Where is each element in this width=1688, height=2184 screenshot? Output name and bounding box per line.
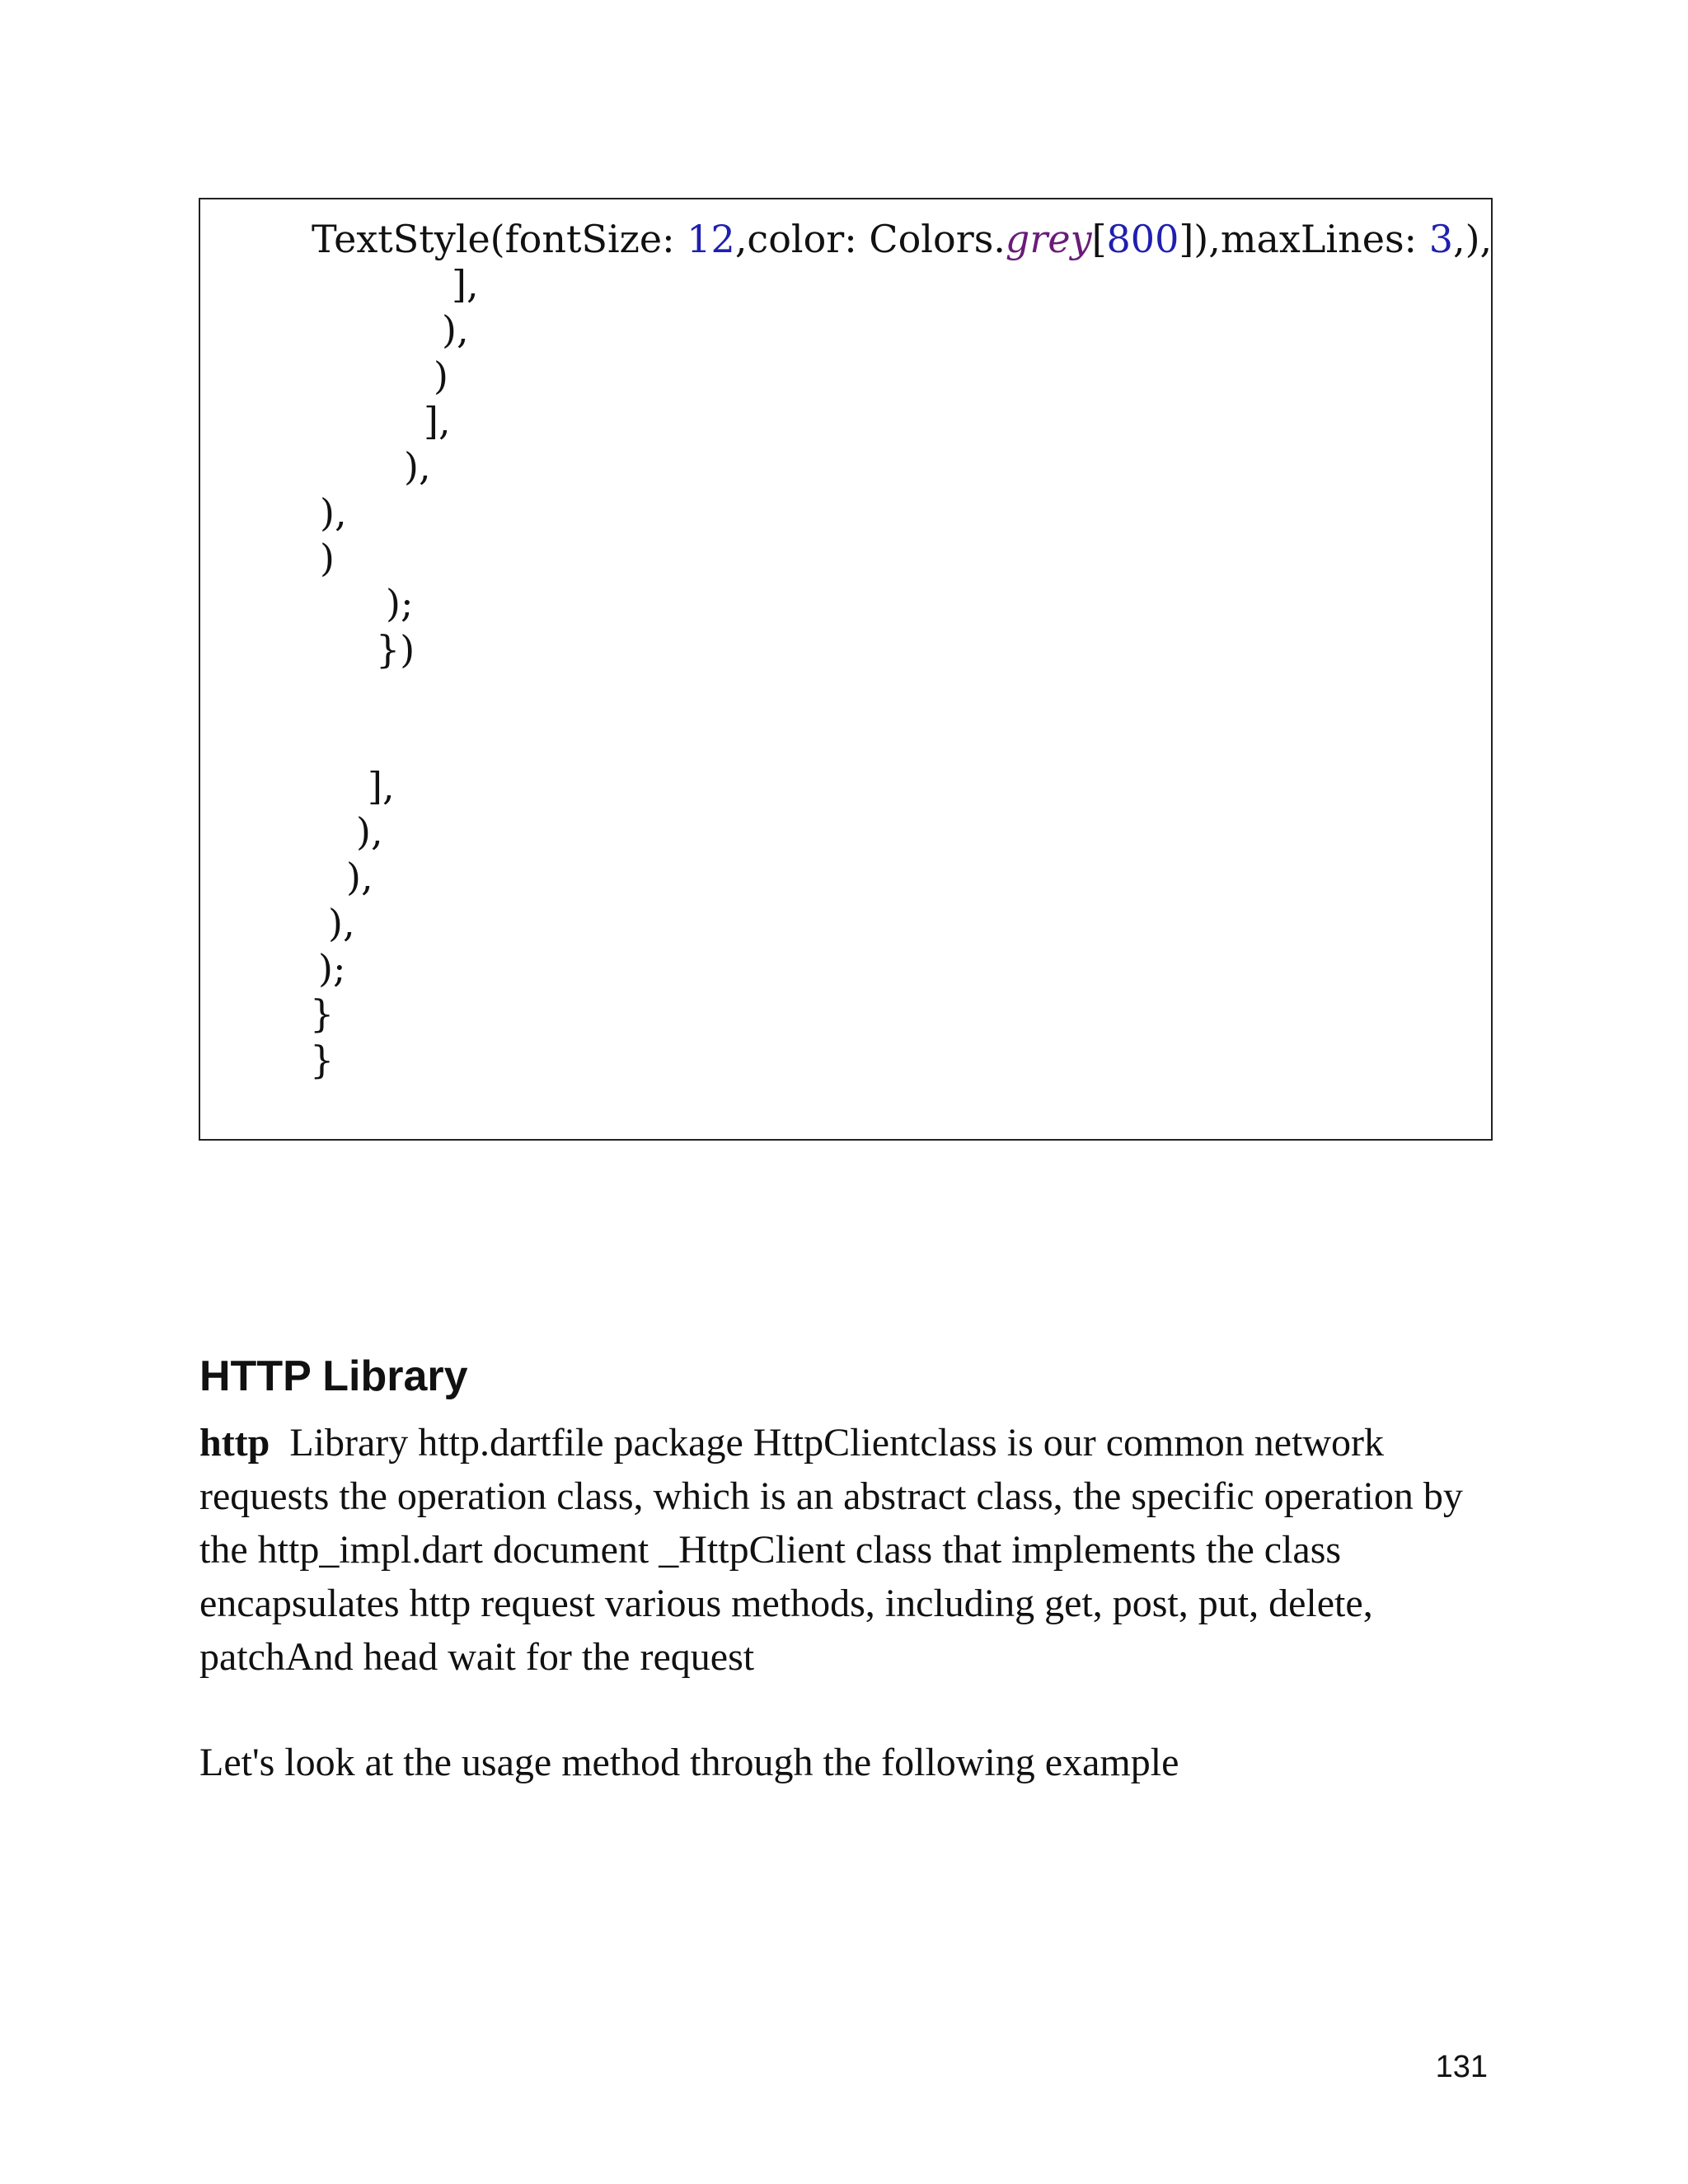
section-heading: HTTP Library (199, 1352, 468, 1400)
code-line: ), (328, 901, 355, 945)
code-line: ) (320, 536, 335, 580)
code-line: } (310, 991, 335, 1036)
bold-term: http (199, 1421, 270, 1465)
code-line: ), (442, 307, 469, 352)
code-line: ) (434, 354, 448, 398)
code-line: ); (386, 581, 414, 626)
code-token: TextStyle(fontSize: (312, 217, 687, 261)
code-line: } (310, 1038, 335, 1082)
code-identifier: grey (1005, 217, 1092, 261)
code-line: ], (452, 262, 479, 307)
code-line: }) (376, 627, 415, 672)
code-number: 12 (687, 217, 735, 261)
paragraph-text: Library http.dartfile package HttpClientclass is our common network requests the operation class, which is an abstract class, the specific operation by the http_impl.dart document _HttpClient class that implements the class encapsulates http request various methods, including get, post, put, delete, patchAnd head wait for the request (199, 1421, 1463, 1679)
code-line: ), (346, 855, 373, 899)
code-token: [ (1091, 217, 1107, 261)
code-number: 800 (1106, 217, 1179, 261)
code-line-textstyle (312, 216, 1492, 262)
code-token: ,color: Colors. (734, 217, 1006, 261)
code-number: 3 (1428, 217, 1453, 261)
code-line: ), (356, 809, 383, 854)
code-token: ,), (1452, 217, 1493, 261)
paragraph-example-intro: Let's look at the usage method through the following example (199, 1741, 1179, 1784)
code-token: ]),maxLines: (1179, 217, 1429, 261)
code-line: ); (318, 946, 346, 991)
code-line: ), (320, 490, 347, 535)
code-line: ], (368, 764, 395, 808)
code-line: ), (404, 444, 431, 489)
paragraph-http-description (199, 1416, 1510, 1684)
code-line: ], (424, 399, 451, 443)
page-number: 131 (1435, 2050, 1488, 2084)
